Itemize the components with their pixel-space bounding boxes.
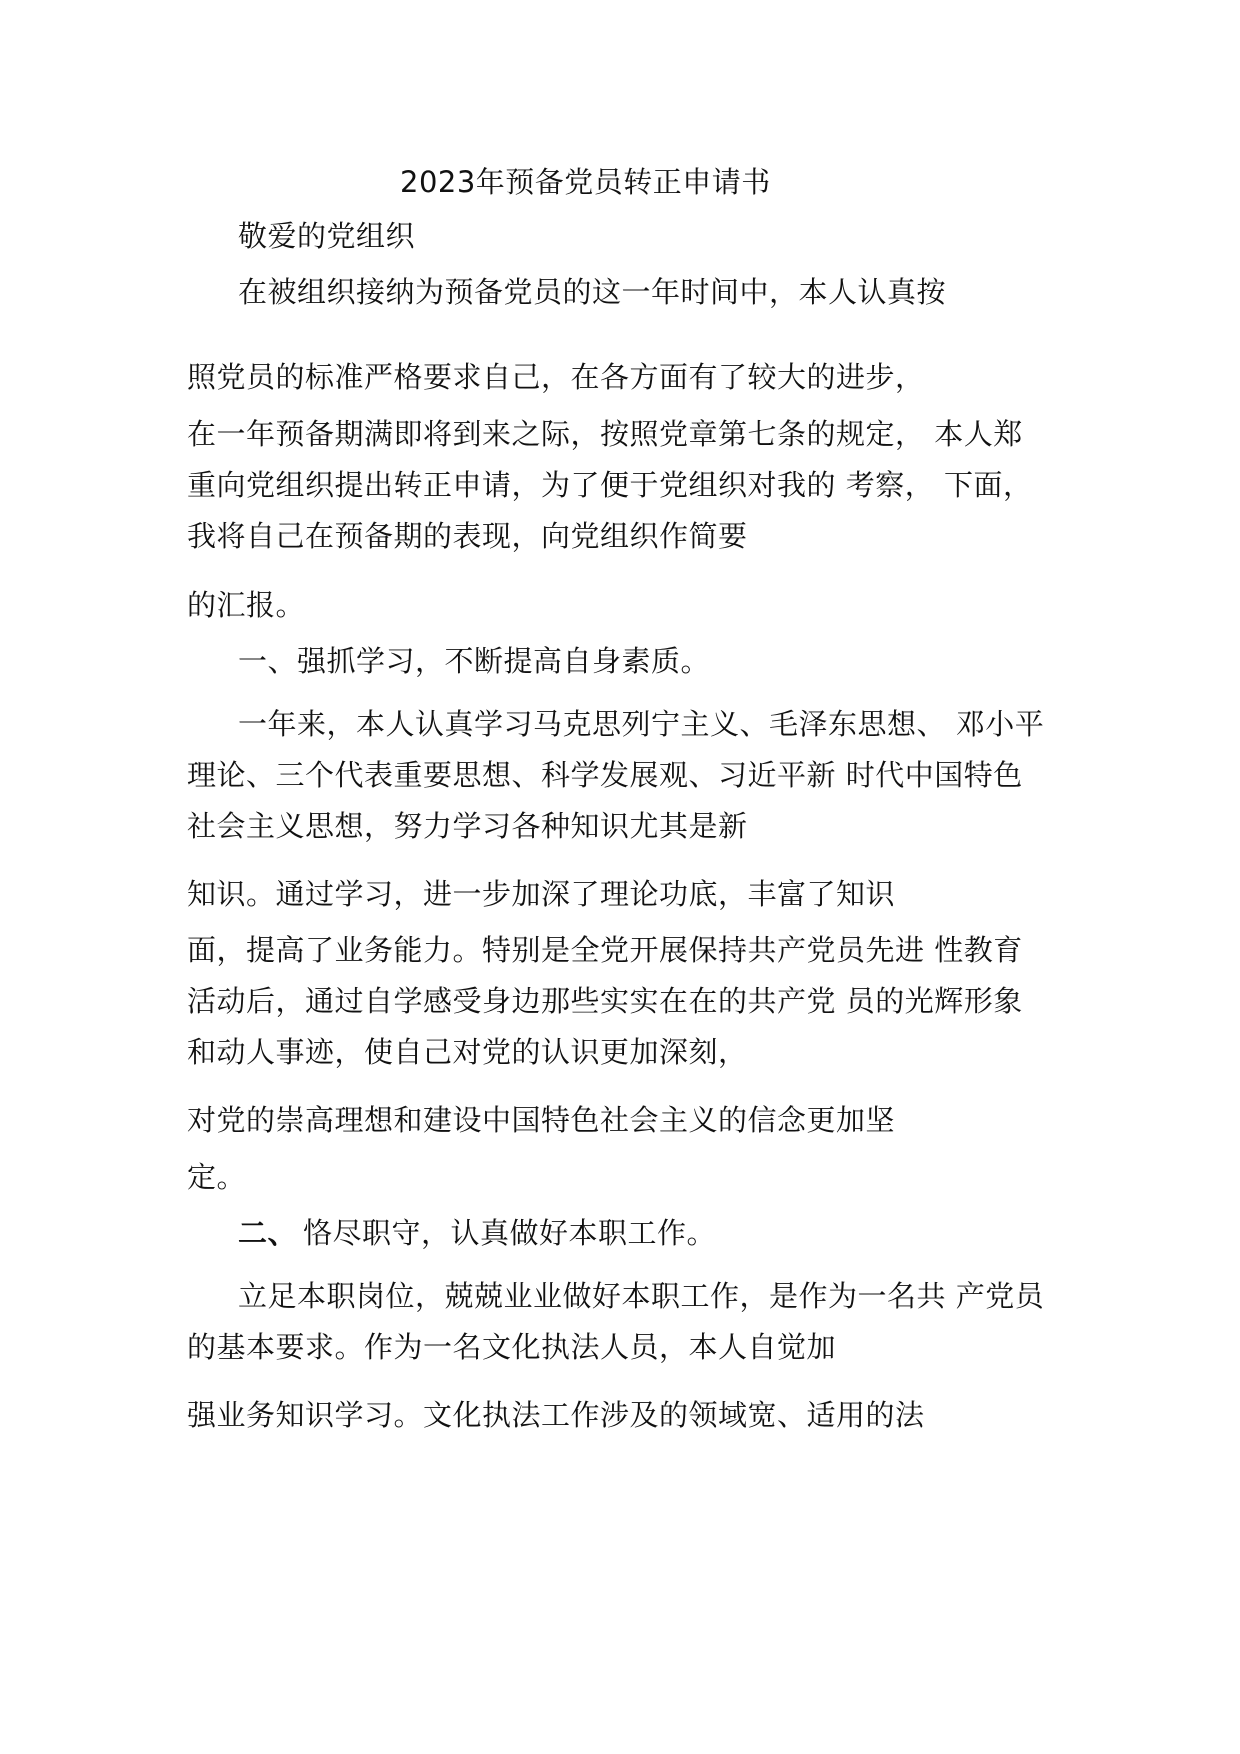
paragraph-line: 一年来，本人认真学习马克思列宁主义、毛泽东思想、 邓小平 xyxy=(238,707,1045,741)
document-title: 2023年预备党员转正申请书 xyxy=(400,165,771,199)
paragraph-line: 重向党组织提出转正申请，为了便于党组织对我的 考察， 下面， xyxy=(187,468,1033,502)
paragraph-line: 理论、三个代表重要思想、科学发展观、习近平新 时代中国特色 xyxy=(187,758,1023,792)
paragraph-line: 社会主义思想，努力学习各种知识尤其是新 xyxy=(187,809,748,843)
paragraph-line: 面，提高了业务能力。特别是全党开展保持共产党员先进 性教育 xyxy=(187,933,1023,967)
paragraph-line: 对党的崇高理想和建设中国特色社会主义的信念更加坚 xyxy=(187,1103,896,1137)
paragraph-line: 在被组织接纳为预备党员的这一年时间中，本人认真按 xyxy=(238,275,947,309)
paragraph-line: 知识。通过学习，进一步加深了理论功底，丰富了知识 xyxy=(187,877,896,911)
paragraph-line: 活动后，通过自学感受身边那些实实在在的共产党 员的光辉形象 xyxy=(187,984,1023,1018)
paragraph-line: 定。 xyxy=(187,1160,247,1194)
section-number-2: 二、 xyxy=(238,1216,298,1250)
paragraph-line: 的基本要求。作为一名文化执法人员，本人自觉加 xyxy=(187,1330,837,1364)
paragraph-line: 的汇报。 xyxy=(187,588,306,622)
paragraph-line: 强业务知识学习。文化执法工作涉及的领域宽、适用的法 xyxy=(187,1398,925,1432)
paragraph-line: 在一年预备期满即将到来之际，按照党章第七条的规定， 本人郑 xyxy=(187,417,1023,451)
paragraph-line: 立足本职岗位，兢兢业业做好本职工作，是作为一名共 产党员 xyxy=(238,1279,1045,1313)
section-heading-1: 一、强抓学习，不断提高自身素质。 xyxy=(238,644,711,678)
paragraph-line: 我将自己在预备期的表现，向党组织作简要 xyxy=(187,519,748,553)
section-heading-2: 恪尽职守，认真做好本职工作。 xyxy=(303,1216,717,1250)
salutation: 敬爱的党组织 xyxy=(238,219,416,253)
paragraph-line: 照党员的标准严格要求自己，在各方面有了较大的进步， xyxy=(187,360,925,394)
paragraph-line: 和动人事迹，使自己对党的认识更加深刻， xyxy=(187,1035,748,1069)
